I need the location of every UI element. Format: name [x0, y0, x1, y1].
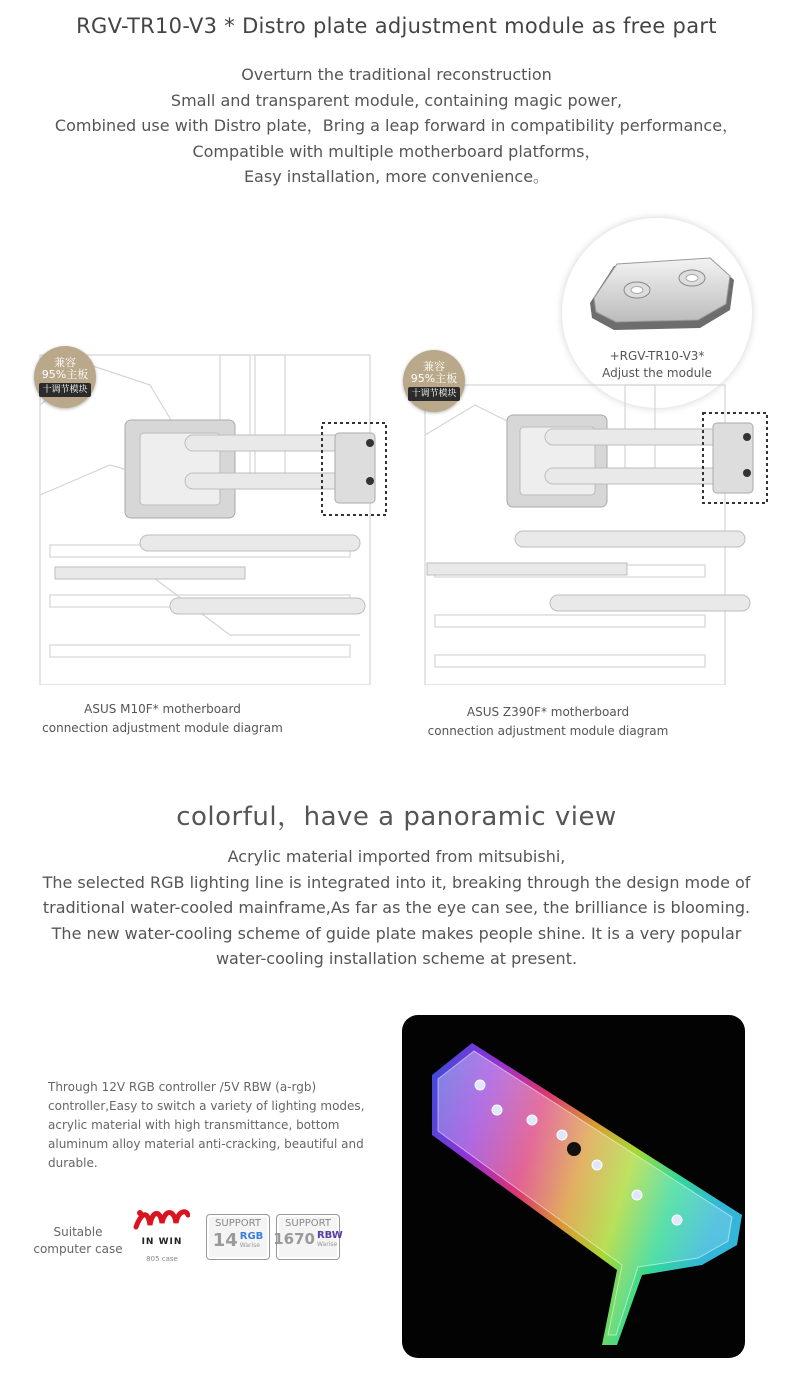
badge-line: 兼容 [54, 356, 76, 369]
caption-line: ASUS Z390F* motherboard [466, 705, 630, 719]
inwin-mark-icon [132, 1205, 190, 1235]
support-rbw-badge [273, 1214, 343, 1260]
module-callout-label: Adjust the module [602, 366, 712, 380]
inwin-model: 805 case [146, 1255, 178, 1263]
section-paragraph [0, 844, 793, 972]
support-tag: RGB [239, 1231, 264, 1242]
support-tag-block [315, 1231, 343, 1248]
paragraph-line: traditional water-cooled mainframe,As far as the eye can see, the brilliance is blooming. [42, 898, 751, 917]
suitable-label [28, 1224, 128, 1258]
motherboard-diagram-right [415, 365, 775, 685]
paragraph-line: The selected RGB lighting line is integrated into it, breaking through the design mode of [42, 872, 751, 892]
paragraph-line: Acrylic material imported from mitsubishi, [227, 847, 566, 866]
support-rgb-badge [206, 1214, 270, 1260]
intro-line: Compatible with multiple motherboard platforms， [192, 141, 601, 161]
intro-text [0, 62, 793, 190]
support-label: SUPPORT [285, 1218, 331, 1229]
intro-line: Overturn the traditional reconstruction [241, 65, 552, 84]
paragraph-line: The new water-cooling scheme of guide plate makes people shine. It is a very popular [51, 923, 742, 943]
diagram-left-caption [20, 700, 305, 738]
intro-line: Small and transparent module, containing magic power, [170, 90, 623, 110]
support-number: 1670 [273, 1230, 315, 1248]
support-sub: Warise [316, 1240, 338, 1248]
diagram-right-caption [418, 703, 678, 741]
suitable-line: Suitable [53, 1225, 103, 1239]
caption-line: connection adjustment module diagram [42, 721, 283, 735]
caption-line: connection adjustment module diagram [427, 724, 669, 738]
section-heading: colorful，have a panoramic view [176, 802, 617, 832]
compatibility-badge-left [34, 346, 96, 408]
suitable-line: computer case [33, 1242, 123, 1256]
support-tag-block [238, 1232, 264, 1249]
intro-line: Easy installation, more convenience。 [243, 167, 550, 186]
badge-line: 95%主板 [410, 372, 458, 385]
page-title: RGV-TR10-V3 * Distro plate adjustment module as free part [76, 14, 717, 38]
paragraph-line: water-cooling installation scheme at present. [215, 949, 578, 968]
support-tag: RBW [316, 1229, 343, 1241]
caption-line: ASUS M10F* motherboard [84, 702, 241, 716]
badge-line: 十调节模块 [39, 383, 90, 397]
inwin-brand: IN WIN [141, 1237, 183, 1247]
support-number: 14 [212, 1230, 238, 1251]
compatibility-badge-right [403, 350, 465, 412]
badge-line: 十调节模块 [408, 387, 459, 401]
product-description: Through 12V RGB controller /5V RBW (a-rgb) controller,Easy to switch a variety of lighting modes, acrylic material with high transmittance, bottom aluminum alloy material anti-cracking, beautiful and durable. [48, 1080, 365, 1170]
badge-line: 95%主板 [41, 368, 89, 381]
intro-line: Combined use with Distro plate，Bring a leap forward in compatibility performance， [54, 116, 739, 135]
support-sub: Warise [239, 1242, 260, 1249]
module-callout-name: +RGV-TR10-V3* [609, 349, 705, 363]
badge-line: 兼容 [423, 360, 445, 373]
inwin-logo [132, 1205, 192, 1263]
rgb-distro-plate-image [402, 1015, 745, 1358]
adjust-module-image [562, 218, 752, 348]
support-label: SUPPORT [215, 1218, 261, 1229]
